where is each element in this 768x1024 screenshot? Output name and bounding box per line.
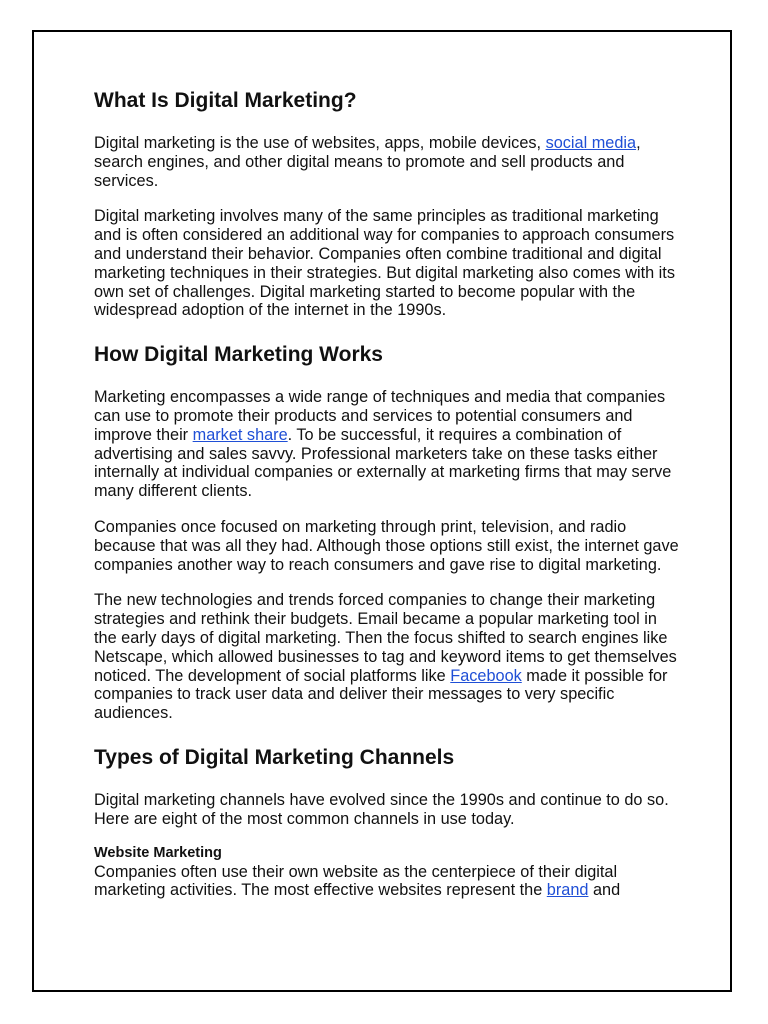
subheading-website-marketing: Website Marketing [94,844,222,861]
paragraph-print-tv-radio: Companies once focused on marketing through print, television, and radio because that was all they had. Although those options still exist, the internet gave companies another way to reach consumers and gave rise to digital marketing. [94,517,679,574]
paragraph-techniques [94,388,684,501]
heading-what-is-digital-marketing: What Is Digital Marketing? [94,89,357,112]
link-facebook[interactable]: Facebook [450,666,522,685]
text-segment: Digital marketing is the use of websites, apps, mobile devices, [94,134,546,152]
paragraph-definition [94,134,684,190]
text-segment: and [588,881,621,900]
heading-types-of-channels: Types of Digital Marketing Channels [94,745,455,769]
paragraph-channels-intro: Digital marketing channels have evolved since the 1990s and continue to do so. Here are eight of the most common channels in use today. [94,790,669,828]
paragraph-website-marketing [94,863,684,901]
text-segment: Companies often use their own website as the centerpiece of their digital marketing activities. The most effective websites represent the [94,862,618,900]
text-segment: , search engines, and other digital means to promote and sell products and services. [94,134,641,190]
paragraph-principles: Digital marketing involves many of the same principles as traditional marketing and is often considered an additional way for companies to approach consumers and understand their behavior. Companies often combine traditional and digital marketing techniques in their strategies. But digital marketing also comes with its own set of challenges. Digital marketing started to become popular with the widespread adoption of the internet in the 1990s. [94,207,675,320]
text-segment: . To be successful, it requires a combination of advertising and sales savvy. Professional marketers take on these tasks either internally at individual companies or externally at marketing firms that may serve many different clients. [94,425,672,501]
link-social-media[interactable]: social media [545,134,637,152]
paragraph-new-technologies [94,591,684,723]
text-segment: made it possible for companies to track user data and deliver their messages to very specific audiences. [94,666,668,723]
link-brand[interactable]: brand [546,881,589,900]
link-market-share[interactable]: market share [192,425,288,444]
text-segment: The new technologies and trends forced companies to change their marketing strategies and rethink their budgets. Email became a popular marketing tool in the early days of digital marketing. Then the focus shifted to search engines like Netscape, which allowed businesses to tag and keyword items to get themselves noticed. The development of social platforms like [94,591,677,685]
document-content [94,88,684,900]
text-segment: Marketing encompasses a wide range of techniques and media that companies can use to promote their products and services to potential consumers and improve their [94,388,666,444]
heading-how-digital-marketing-works: How Digital Marketing Works [94,343,383,367]
document-page [32,30,732,992]
